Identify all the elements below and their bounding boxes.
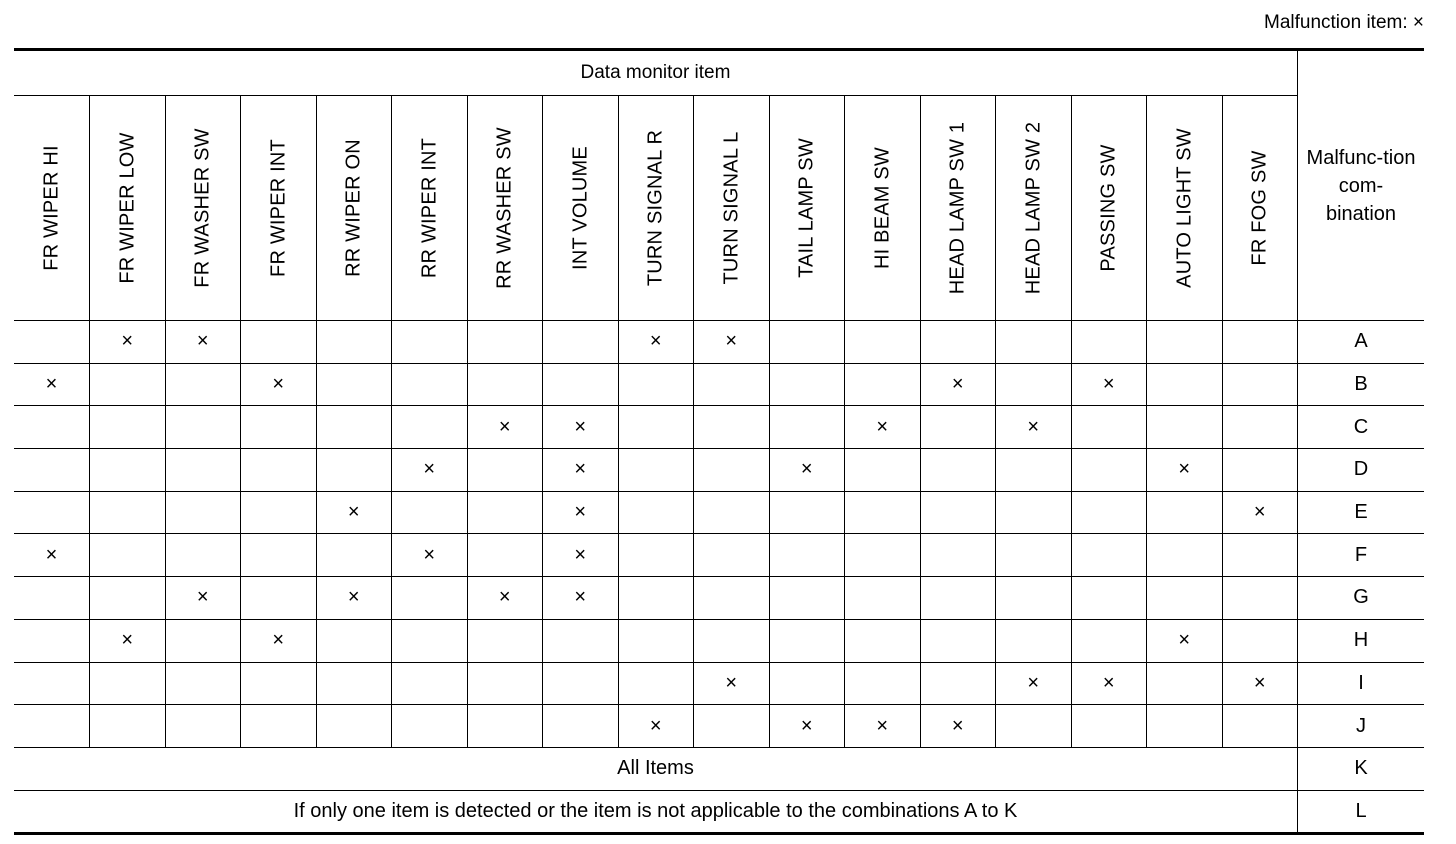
empty-cell (1147, 491, 1223, 534)
empty-cell (1147, 662, 1223, 705)
empty-cell (920, 662, 996, 705)
combination-letter: F (1298, 534, 1425, 577)
table-row (14, 491, 1424, 534)
empty-cell (996, 321, 1072, 364)
empty-cell (1147, 406, 1223, 449)
column-header-wrap (1223, 96, 1298, 320)
empty-cell (1071, 321, 1147, 364)
empty-cell (845, 662, 921, 705)
empty-cell (1222, 577, 1298, 620)
empty-cell (1147, 363, 1223, 406)
empty-cell (1071, 534, 1147, 577)
empty-cell (14, 491, 90, 534)
empty-cell (392, 363, 468, 406)
empty-cell (90, 534, 166, 577)
empty-cell (996, 705, 1072, 748)
empty-cell (1222, 705, 1298, 748)
malfunction-mark-cell: × (845, 406, 921, 449)
empty-cell (996, 363, 1072, 406)
malfunction-mark-cell: × (165, 577, 241, 620)
column-header-label: FR WIPER HI (40, 145, 62, 271)
malfunction-mark-cell: × (1071, 363, 1147, 406)
empty-cell (14, 619, 90, 662)
malfunction-mark-cell: × (920, 363, 996, 406)
empty-cell (467, 321, 543, 364)
empty-cell (618, 534, 694, 577)
column-header-wrap (1072, 96, 1147, 320)
empty-cell (241, 534, 317, 577)
empty-cell (845, 363, 921, 406)
malfunction-mark-cell: × (769, 705, 845, 748)
empty-cell (165, 363, 241, 406)
column-header-label: RR WASHER SW (493, 127, 516, 289)
column-header-label: HEAD LAMP SW 1 (946, 121, 969, 295)
malfunction-combination-table (14, 48, 1424, 835)
empty-cell (467, 705, 543, 748)
empty-cell (618, 662, 694, 705)
column-header-wrap (1147, 96, 1222, 320)
malfunction-mark-cell: × (1147, 619, 1223, 662)
empty-cell (14, 577, 90, 620)
empty-cell (618, 491, 694, 534)
empty-cell (392, 406, 468, 449)
empty-cell (1222, 321, 1298, 364)
table-row (14, 406, 1424, 449)
empty-cell (996, 534, 1072, 577)
empty-cell (618, 449, 694, 492)
column-header-label: FR WIPER INT (267, 139, 289, 277)
column-header-label: RR WIPER INT (418, 137, 440, 279)
empty-cell (14, 662, 90, 705)
empty-cell (543, 662, 619, 705)
empty-cell (316, 321, 392, 364)
empty-cell (467, 619, 543, 662)
empty-cell (618, 363, 694, 406)
empty-cell (920, 534, 996, 577)
malfunction-mark-cell: × (241, 619, 317, 662)
empty-cell (618, 577, 694, 620)
malfunction-mark-cell: × (392, 449, 468, 492)
empty-cell (316, 363, 392, 406)
empty-cell (1222, 406, 1298, 449)
malfunction-mark-cell: × (14, 534, 90, 577)
empty-cell (467, 534, 543, 577)
combination-letter: B (1298, 363, 1425, 406)
empty-cell (392, 619, 468, 662)
table-row (14, 363, 1424, 406)
empty-cell (543, 363, 619, 406)
malfunction-mark-cell: × (467, 577, 543, 620)
table-row (14, 619, 1424, 662)
column-header-wrap (845, 96, 920, 320)
column-header-wrap (996, 96, 1071, 320)
combination-letter: G (1298, 577, 1425, 620)
column-header (769, 96, 845, 321)
empty-cell (392, 577, 468, 620)
malfunction-mark-cell: × (543, 491, 619, 534)
column-header (694, 96, 770, 321)
empty-cell (1071, 491, 1147, 534)
empty-cell (845, 491, 921, 534)
empty-cell (392, 491, 468, 534)
empty-cell (241, 321, 317, 364)
empty-cell (467, 363, 543, 406)
table-row (14, 662, 1424, 705)
empty-cell (1147, 321, 1223, 364)
empty-cell (241, 577, 317, 620)
column-header-label: PASSING SW (1097, 144, 1120, 272)
empty-cell (392, 662, 468, 705)
empty-cell (694, 363, 770, 406)
empty-cell (845, 577, 921, 620)
malfunction-mark-cell: × (90, 321, 166, 364)
column-header-label: FR WASHER SW (191, 128, 214, 288)
empty-cell (392, 705, 468, 748)
malfunction-mark-cell: × (694, 662, 770, 705)
table-body (14, 321, 1424, 834)
table-row (14, 449, 1424, 492)
empty-cell (920, 491, 996, 534)
footer-row (14, 790, 1424, 834)
column-header (845, 96, 921, 321)
table-row (14, 534, 1424, 577)
empty-cell (165, 662, 241, 705)
table-row (14, 321, 1424, 364)
malfunction-legend: Malfunction item: × (1264, 12, 1424, 33)
footer-label: If only one item is detected or the item is not applicable to the combinations A to K (14, 790, 1298, 834)
column-header-label: FR FOG SW (1248, 150, 1271, 266)
malfunction-mark-cell: × (165, 321, 241, 364)
column-header-label: FR WIPER LOW (116, 132, 138, 284)
malfunction-mark-cell: × (543, 449, 619, 492)
column-header-wrap (90, 96, 165, 320)
empty-cell (920, 619, 996, 662)
malfunction-mark-cell: × (241, 363, 317, 406)
column-header-label: TURN SIGNAL R (644, 129, 667, 287)
combination-letter: J (1298, 705, 1425, 748)
malfunction-mark-cell: × (1222, 662, 1298, 705)
column-header-row (14, 96, 1424, 321)
malfunction-mark-cell: × (543, 534, 619, 577)
column-header (241, 96, 317, 321)
column-header-label: INT VOLUME (569, 146, 591, 270)
column-header-wrap (543, 96, 618, 320)
empty-cell (769, 577, 845, 620)
empty-cell (694, 449, 770, 492)
malfunction-mark-cell: × (1147, 449, 1223, 492)
table-row (14, 577, 1424, 620)
empty-cell (165, 406, 241, 449)
empty-cell (14, 449, 90, 492)
combination-letter: C (1298, 406, 1425, 449)
column-header-label: TURN SIGNAL L (720, 131, 742, 285)
column-header (90, 96, 166, 321)
empty-cell (392, 321, 468, 364)
empty-cell (694, 619, 770, 662)
malfunction-mark-cell: × (618, 321, 694, 364)
footer-row (14, 747, 1424, 790)
column-header-label: HEAD LAMP SW 2 (1022, 121, 1044, 295)
empty-cell (694, 406, 770, 449)
column-header (543, 96, 619, 321)
empty-cell (694, 491, 770, 534)
column-header (1222, 96, 1298, 321)
empty-cell (1147, 705, 1223, 748)
empty-cell (90, 705, 166, 748)
column-header-label: TAIL LAMP SW (795, 138, 818, 278)
malfunction-mark-cell: × (467, 406, 543, 449)
empty-cell (316, 619, 392, 662)
column-header-wrap (921, 96, 996, 320)
combination-letter: K (1298, 747, 1425, 790)
empty-cell (694, 705, 770, 748)
empty-cell (14, 321, 90, 364)
column-header (316, 96, 392, 321)
column-header-label: RR WIPER ON (342, 139, 365, 277)
empty-cell (920, 449, 996, 492)
empty-cell (1071, 705, 1147, 748)
malfunction-combination-header (1298, 50, 1425, 321)
malfunction-mark-cell: × (1222, 491, 1298, 534)
column-header-wrap (770, 96, 845, 320)
malfunction-combination-label: Malfunc-tion com-bination (1306, 146, 1416, 225)
empty-cell (165, 534, 241, 577)
malfunction-mark-cell: × (543, 577, 619, 620)
malfunction-mark-cell: × (1071, 662, 1147, 705)
column-header-label: HI BEAM SW (871, 146, 893, 270)
column-header-wrap (468, 96, 543, 320)
empty-cell (769, 619, 845, 662)
empty-cell (467, 491, 543, 534)
empty-cell (1071, 577, 1147, 620)
empty-cell (996, 491, 1072, 534)
malfunction-mark-cell: × (920, 705, 996, 748)
empty-cell (996, 619, 1072, 662)
empty-cell (467, 662, 543, 705)
column-header (392, 96, 468, 321)
empty-cell (769, 363, 845, 406)
combination-letter: D (1298, 449, 1425, 492)
empty-cell (1222, 619, 1298, 662)
footer-label: All Items (14, 747, 1298, 790)
empty-cell (241, 449, 317, 492)
column-header-wrap (392, 96, 467, 320)
empty-cell (467, 449, 543, 492)
empty-cell (14, 406, 90, 449)
empty-cell (543, 321, 619, 364)
empty-cell (90, 363, 166, 406)
column-header (467, 96, 543, 321)
malfunction-mark-cell: × (14, 363, 90, 406)
malfunction-mark-cell: × (392, 534, 468, 577)
empty-cell (1071, 619, 1147, 662)
empty-cell (920, 321, 996, 364)
empty-cell (165, 619, 241, 662)
empty-cell (1222, 534, 1298, 577)
column-header-wrap (317, 96, 392, 320)
combination-letter: A (1298, 321, 1425, 364)
column-header-wrap (619, 96, 694, 320)
column-header (1147, 96, 1223, 321)
malfunction-mark-cell: × (769, 449, 845, 492)
malfunction-mark-cell: × (90, 619, 166, 662)
empty-cell (543, 705, 619, 748)
empty-cell (90, 491, 166, 534)
empty-cell (90, 406, 166, 449)
empty-cell (1222, 363, 1298, 406)
empty-cell (618, 406, 694, 449)
combination-letter: E (1298, 491, 1425, 534)
empty-cell (996, 577, 1072, 620)
column-header (165, 96, 241, 321)
combination-letter: I (1298, 662, 1425, 705)
column-header (618, 96, 694, 321)
column-header-wrap (166, 96, 241, 320)
empty-cell (316, 406, 392, 449)
combination-letter: L (1298, 790, 1425, 834)
empty-cell (694, 577, 770, 620)
empty-cell (845, 534, 921, 577)
empty-cell (1147, 577, 1223, 620)
empty-cell (694, 534, 770, 577)
malfunction-mark-cell: × (996, 662, 1072, 705)
empty-cell (769, 662, 845, 705)
empty-cell (241, 662, 317, 705)
empty-cell (165, 705, 241, 748)
empty-cell (165, 491, 241, 534)
empty-cell (769, 491, 845, 534)
empty-cell (241, 406, 317, 449)
empty-cell (618, 619, 694, 662)
empty-cell (845, 321, 921, 364)
empty-cell (316, 705, 392, 748)
empty-cell (90, 577, 166, 620)
empty-cell (316, 534, 392, 577)
empty-cell (543, 619, 619, 662)
empty-cell (90, 449, 166, 492)
empty-cell (769, 406, 845, 449)
column-header-wrap (241, 96, 316, 320)
malfunction-mark-cell: × (316, 577, 392, 620)
empty-cell (845, 449, 921, 492)
empty-cell (920, 577, 996, 620)
column-header-label: AUTO LIGHT SW (1173, 128, 1195, 288)
empty-cell (1071, 449, 1147, 492)
column-header-wrap (694, 96, 769, 320)
malfunction-mark-cell: × (694, 321, 770, 364)
empty-cell (769, 321, 845, 364)
column-header (920, 96, 996, 321)
column-header (14, 96, 90, 321)
empty-cell (316, 449, 392, 492)
column-header (996, 96, 1072, 321)
empty-cell (1147, 534, 1223, 577)
malfunction-mark-cell: × (543, 406, 619, 449)
column-header-wrap (14, 96, 89, 320)
malfunction-mark-cell: × (996, 406, 1072, 449)
empty-cell (920, 406, 996, 449)
empty-cell (90, 662, 166, 705)
malfunction-mark-cell: × (618, 705, 694, 748)
empty-cell (316, 662, 392, 705)
empty-cell (996, 449, 1072, 492)
empty-cell (14, 705, 90, 748)
column-header (1071, 96, 1147, 321)
malfunction-mark-cell: × (316, 491, 392, 534)
combination-letter: H (1298, 619, 1425, 662)
malfunction-mark-cell: × (845, 705, 921, 748)
empty-cell (769, 534, 845, 577)
table-row (14, 705, 1424, 748)
empty-cell (241, 705, 317, 748)
empty-cell (241, 491, 317, 534)
empty-cell (1071, 406, 1147, 449)
empty-cell (165, 449, 241, 492)
empty-cell (1222, 449, 1298, 492)
data-monitor-item-header: Data monitor item (14, 50, 1298, 96)
empty-cell (845, 619, 921, 662)
